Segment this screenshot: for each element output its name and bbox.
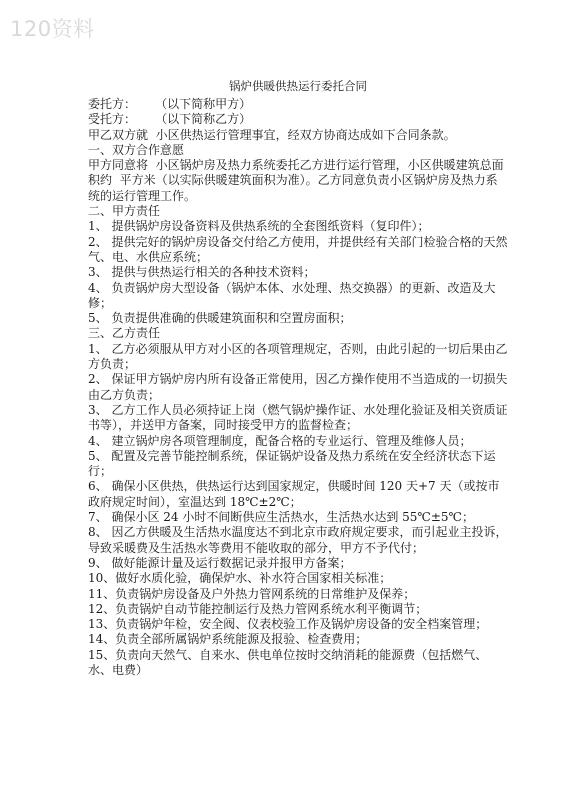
section-3-heading: 三、乙方责任 (88, 326, 161, 341)
section-3-item: 1、 乙方必须服从甲方对小区的各项管理规定，否则，由此引起的一切后果由乙方负责； (88, 341, 508, 372)
section-3-item: 7、 确保小区 24 小时不间断供应生活热水，生活热水达到 55℃±5℃； (88, 510, 474, 525)
client-line: 委托方： （以下简称甲方） (88, 97, 252, 111)
section-2-item: 1、 提供锅炉房设备资料及供热系统的全套图纸资料（复印件）； (88, 219, 430, 234)
contractor-line: 受托方： （以下简称乙方） (88, 112, 252, 127)
section-3-item: 4、 建立锅炉房各项管理制度，配备合格的专业运行、管理及维修人员； (88, 433, 472, 448)
section-3-item: 11、负责锅炉房设备及户外热力管网系统的日常维护及保养； (88, 586, 416, 601)
contract-document (88, 78, 508, 678)
section-2-item: 5、 负责提供准确的供暖建筑面积和空置房面积； (88, 311, 352, 326)
section-3-item: 6、 确保小区供热，供热运行达到国家规定，供暖时间 120 天+7 天（或按市政府规定时间），室温达到 18℃±2℃； (88, 479, 500, 509)
section-3-item: 15、负责向天然气、自来水、供电单位按时交纳消耗的能源费（包括燃气、水、电费） (88, 647, 488, 677)
watermark-logo: 120资料 (10, 17, 95, 41)
section-1-heading: 一、双方合作意愿 (88, 142, 185, 157)
section-3-item: 10、做好水质化验，确保炉水、补水符合国家相关标准； (88, 571, 392, 586)
document-title: 锅炉供暖供热运行委托合同 (229, 79, 367, 93)
section-3-item: 13、负责锅炉年检，安全阀、仪表校验工作及锅炉房设备的安全档案管理； (88, 617, 488, 632)
section-1-text: 甲方同意将 小区锅炉房及热力系统委托乙方进行运行管理，小区供暖建筑总面积约 平方米（以实际供暖建筑面积为准）。乙方同意负责小区锅炉房及热力系统的运行管理工作。 (88, 158, 504, 203)
section-3-item: 2、 保证甲方锅炉房内所有设备正常使用，因乙方操作使用不当造成的一切损失由乙方负责； (88, 372, 508, 402)
section-3-item: 5、 配置及完善节能控制系统，保证锅炉设备及热力系统在安全经济状态下运行； (88, 448, 496, 479)
section-3-item: 14、负责全部所属锅炉系统能源及报验、检查费用； (88, 632, 368, 647)
section-2-heading: 二、甲方责任 (88, 204, 161, 219)
section-3-item: 8、 因乙方供暖及生活热水温度达不到北京市政府规定要求，而引起业主投诉，导致采暖费及生活热水等费用不能收取的部分，甲方不予代付； (88, 525, 508, 555)
section-3-item: 3、 乙方工作人员必须持证上岗（燃气锅炉操作证、水处理化验证及相关资质证书等），并送甲方备案，同时接受甲方的监督检查； (88, 402, 508, 433)
section-2-item: 3、 提供与供热运行相关的各种技术资料； (88, 265, 316, 280)
section-2-item: 2、 提供完好的锅炉房设备交付给乙方使用，并提供经有关部门检验合格的天然气、电、水供应系统； (88, 234, 508, 264)
section-3-item: 12、负责锅炉自动节能控制运行及热力管网系统水利平衡调节； (88, 601, 428, 616)
intro-paragraph: 甲乙双方就 小区供热运行管理事宜，经双方协商达成如下合同条款。 (88, 127, 456, 142)
section-2-item: 4、 负责锅炉房大型设备（锅炉本体、水处理、热交换器）的更新、改造及大修； (88, 280, 496, 310)
section-3-item: 9、 做好能源计量及运行数据记录并报甲方备案； (88, 555, 352, 570)
